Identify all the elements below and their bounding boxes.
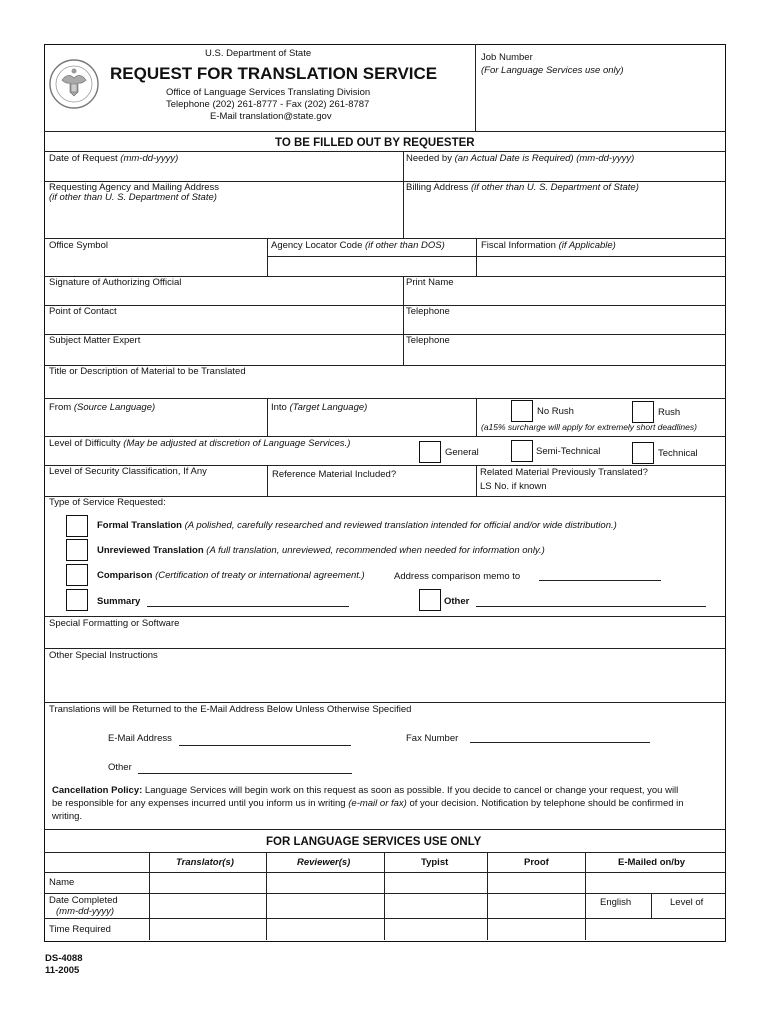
unreviewed-label: Unreviewed Translation (A full translation, unreviewed, recommended when needed for information only.): [97, 545, 545, 556]
col-emailed: E-Mailed on/by: [618, 857, 686, 868]
ls-use-heading: FOR LANGUAGE SERVICES USE ONLY: [266, 836, 482, 848]
needed-by-label: Needed by (an Actual Date is Required) (mm-dd-yyyy): [406, 153, 635, 164]
fax-field[interactable]: [470, 742, 650, 743]
col-proof: Proof: [524, 857, 549, 868]
returned-note: Translations will be Returned to the E-Mail Address Below Unless Otherwise Specified: [49, 704, 412, 715]
requester-heading: TO BE FILLED OUT BY REQUESTER: [275, 137, 475, 149]
summary-field[interactable]: [147, 606, 349, 607]
col-typist: Typist: [421, 857, 449, 868]
office-email: E-Mail translation@state.gov: [210, 111, 332, 122]
rush-checkbox[interactable]: [632, 401, 654, 423]
formal-checkbox[interactable]: [66, 515, 88, 537]
row-date-format: (mm-dd-yyyy): [56, 906, 115, 917]
summary-label: Summary: [97, 596, 141, 607]
no-rush-label: No Rush: [537, 406, 574, 417]
agency-address-label: Requesting Agency and Mailing Address: [49, 182, 220, 193]
agency-address-note: (if other than U. S. Department of State): [49, 192, 217, 203]
general-label: General: [445, 447, 479, 458]
agency-locator-label: Agency Locator Code (if other than DOS): [271, 240, 445, 251]
from-label: From (Source Language): [49, 402, 156, 413]
general-checkbox[interactable]: [419, 441, 441, 463]
comparison-memo-field[interactable]: [539, 580, 661, 581]
form-number: DS-4088: [45, 953, 83, 964]
telephone-sme-label: Telephone: [406, 335, 450, 346]
form-title: REQUEST FOR TRANSLATION SERVICE: [110, 64, 438, 83]
formal-label: Formal Translation (A polished, carefully researched and reviewed translation intended for official and/or wide distribution.): [97, 520, 617, 531]
department-name: U.S. Department of State: [205, 48, 312, 59]
service-heading: Type of Service Requested:: [49, 497, 166, 508]
cancellation-policy-line1: Cancellation Policy: Language Services will begin work on this request as soon as possible. If you decide to cancel or change your request, you will: [52, 785, 679, 796]
surcharge-note: (a15% surcharge will apply for extremely short deadlines): [481, 422, 697, 432]
other-service-label: Other: [444, 596, 470, 607]
semi-technical-label: Semi-Technical: [536, 446, 601, 457]
rush-label: Rush: [658, 407, 681, 418]
comparison-checkbox[interactable]: [66, 564, 88, 586]
billing-address-label: Billing Address (if other than U. S. Department of State): [406, 182, 639, 193]
technical-label: Technical: [658, 448, 698, 459]
office-name: Office of Language Services Translating Division: [166, 87, 371, 98]
ls-no-label: LS No. if known: [480, 481, 547, 492]
sme-label: Subject Matter Expert: [49, 335, 141, 346]
title-desc-label: Title or Description of Material to be Translated: [49, 366, 246, 377]
col-translator: Translator(s): [176, 857, 234, 868]
other-service-checkbox[interactable]: [419, 589, 441, 611]
other-contact-field[interactable]: [138, 773, 352, 774]
cancellation-policy-line2: be responsible for any expenses incurred until you inform us in writing (e-mail or fax) of your decision. Notification by telephone should be confirmed in: [52, 798, 684, 809]
summary-checkbox[interactable]: [66, 589, 88, 611]
fiscal-info-label: Fiscal Information (if Applicable): [481, 240, 616, 251]
office-phone: Telephone (202) 261-8777 - Fax (202) 261-8787: [166, 99, 370, 110]
english-label: English: [600, 897, 632, 908]
formatting-label: Special Formatting or Software: [49, 618, 180, 629]
state-seal: [48, 58, 100, 110]
instructions-label: Other Special Instructions: [49, 650, 158, 661]
reference-label: Reference Material Included?: [272, 469, 397, 480]
into-label: Into (Target Language): [271, 402, 368, 413]
job-number-label: Job Number: [481, 52, 533, 63]
email-field[interactable]: [179, 745, 351, 746]
comparison-label: Comparison (Certification of treaty or international agreement.): [97, 570, 365, 581]
row-date-completed: Date Completed: [49, 895, 118, 906]
signature-label: Signature of Authorizing Official: [49, 277, 182, 288]
date-of-request-label: Date of Request (mm-dd-yyyy): [49, 153, 179, 164]
other-contact-label: Other: [108, 762, 132, 773]
form-date: 11-2005: [45, 965, 80, 976]
row-time-required: Time Required: [49, 924, 111, 935]
level-of-label: Level of: [670, 897, 704, 908]
no-rush-checkbox[interactable]: [511, 400, 533, 422]
office-symbol-label: Office Symbol: [49, 240, 108, 251]
unreviewed-checkbox[interactable]: [66, 539, 88, 561]
fax-label: Fax Number: [406, 733, 459, 744]
point-of-contact-label: Point of Contact: [49, 306, 117, 317]
semi-technical-checkbox[interactable]: [511, 440, 533, 462]
print-name-label: Print Name: [406, 277, 454, 288]
telephone-contact-label: Telephone: [406, 306, 450, 317]
technical-checkbox[interactable]: [632, 442, 654, 464]
related-label: Related Material Previously Translated?: [480, 467, 648, 478]
other-service-field[interactable]: [476, 606, 706, 607]
job-number-note: (For Language Services use only): [481, 65, 624, 76]
email-label: E-Mail Address: [108, 733, 172, 744]
row-name: Name: [49, 877, 75, 888]
difficulty-label: Level of Difficulty (May be adjusted at discretion of Language Services.): [49, 438, 351, 449]
cancellation-policy-line3: writing.: [52, 811, 83, 822]
col-reviewer: Reviewer(s): [297, 857, 351, 868]
security-label: Level of Security Classification, If Any: [49, 466, 207, 477]
comparison-memo-label: Address comparison memo to: [394, 571, 521, 582]
